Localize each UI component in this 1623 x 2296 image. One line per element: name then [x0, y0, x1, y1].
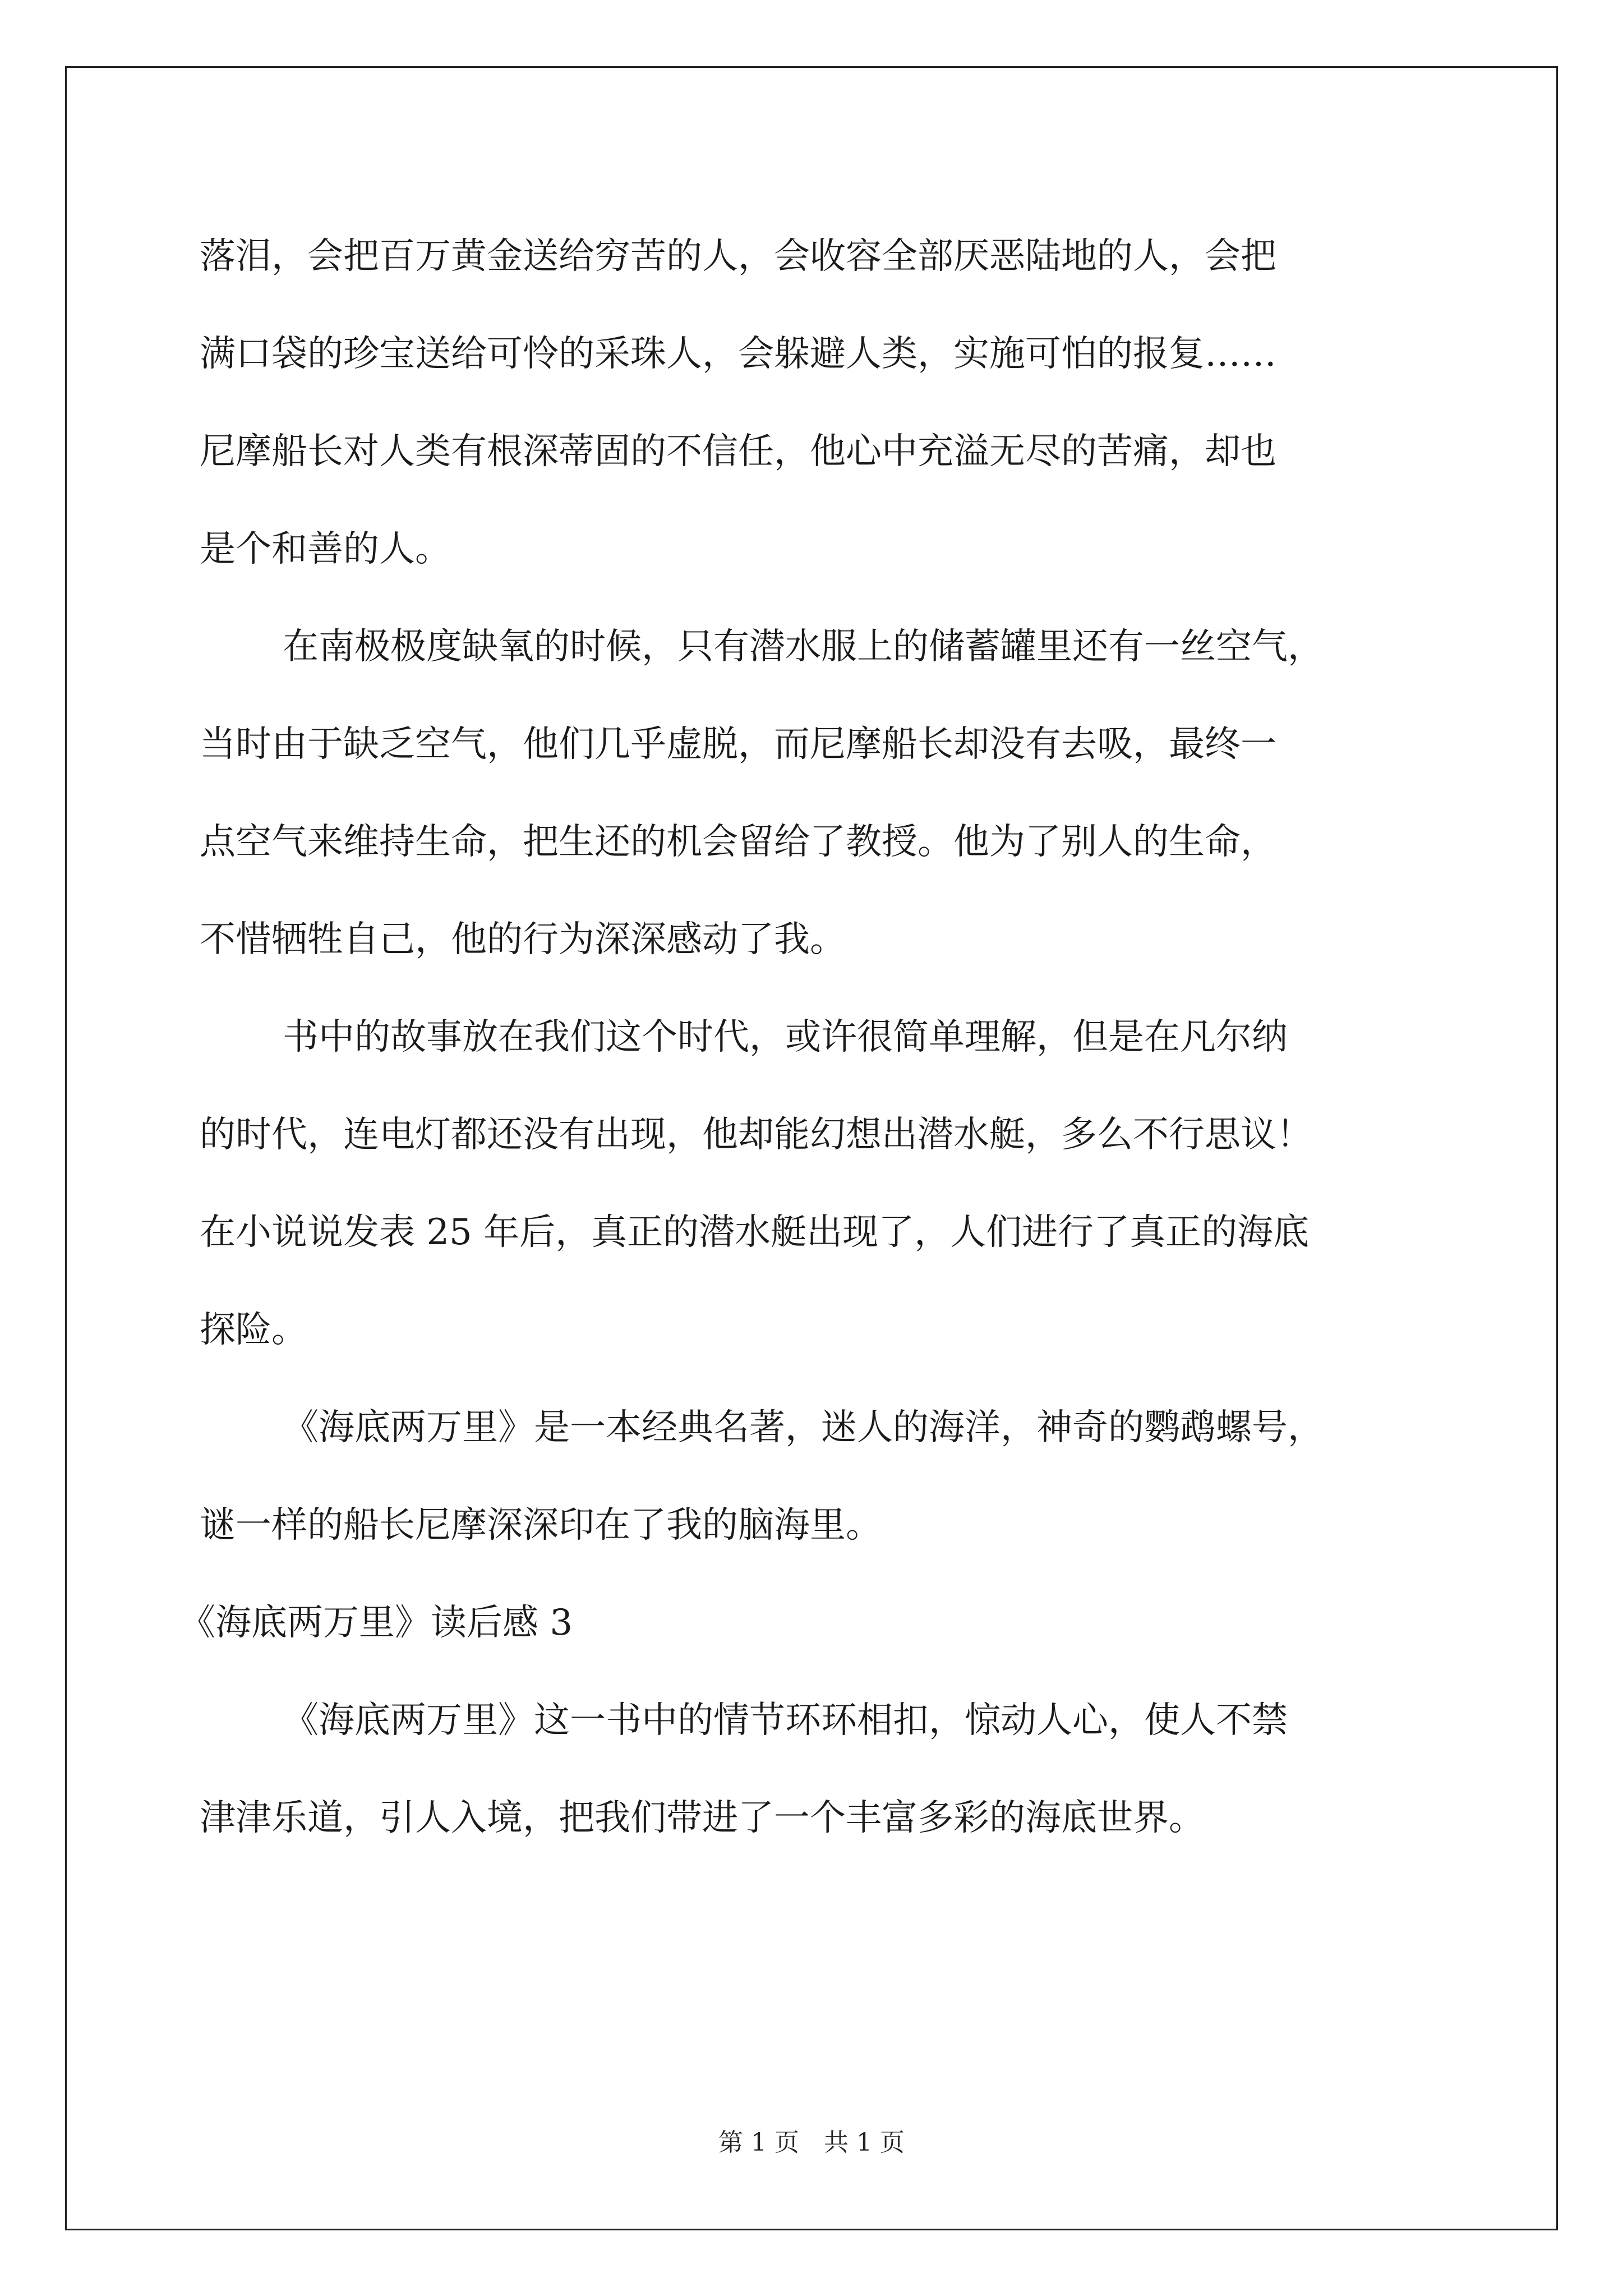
document-body	[179, 208, 1450, 1867]
page-number-footer: 第 1 页 共 1 页	[718, 2128, 905, 2157]
text-line: 当时由于缺乏空气，他们几乎虚脱，而尼摩船长却没有去吸，最终一	[200, 724, 1276, 765]
paragraph-5	[200, 1672, 1450, 1867]
paragraph-3	[200, 988, 1450, 1379]
text-line: 不惜牺牲自己，他的行为深深感动了我。	[200, 919, 846, 960]
text-line: 书中的故事放在我们这个时代，或许很简单理解，但是在凡尔纳	[283, 1016, 1288, 1058]
text-line: 满口袋的珍宝送给可怜的采珠人，会躲避人类，实施可怕的报复……	[200, 333, 1276, 375]
text-line: 津津乐道，引人入境，把我们带进了一个丰富多彩的海底世界。	[200, 1797, 1205, 1839]
text-line: 在小说说发表 25 年后，真正的潜水艇出现了，人们进行了真正的海底	[200, 1212, 1310, 1253]
text-line: 谜一样的船长尼摩深深印在了我的脑海里。	[200, 1504, 882, 1546]
text-line: 尼摩船长对人类有根深蒂固的不信任，他心中充溢无尽的苦痛，却也	[200, 431, 1276, 472]
section-heading: 《海底两万里》读后感 3	[179, 1602, 573, 1644]
text-line: 探险。	[200, 1309, 307, 1351]
text-line: 是个和善的人。	[200, 528, 451, 570]
text-line: 点空气来维持生命，把生还的机会留给了教授。他为了别人的生命，	[200, 821, 1276, 863]
paragraph-1	[200, 208, 1450, 598]
text-line: 的时代，连电灯都还没有出现，他却能幻想出潜水艇，多么不行思议！	[200, 1114, 1312, 1156]
text-line: 落泪，会把百万黄金送给穷苦的人，会收容全部厌恶陆地的人，会把	[200, 236, 1276, 277]
paragraph-2	[200, 598, 1450, 988]
text-line: 《海底两万里》是一本经典名著，迷人的海洋，神奇的鹦鹉螺号，	[283, 1407, 1324, 1448]
text-line: 《海底两万里》这一书中的情节环环相扣，惊动人心，使人不禁	[283, 1700, 1288, 1741]
text-line: 在南极极度缺氧的时候，只有潜水服上的储蓄罐里还有一丝空气，	[283, 626, 1324, 668]
paragraph-4	[200, 1379, 1450, 1574]
